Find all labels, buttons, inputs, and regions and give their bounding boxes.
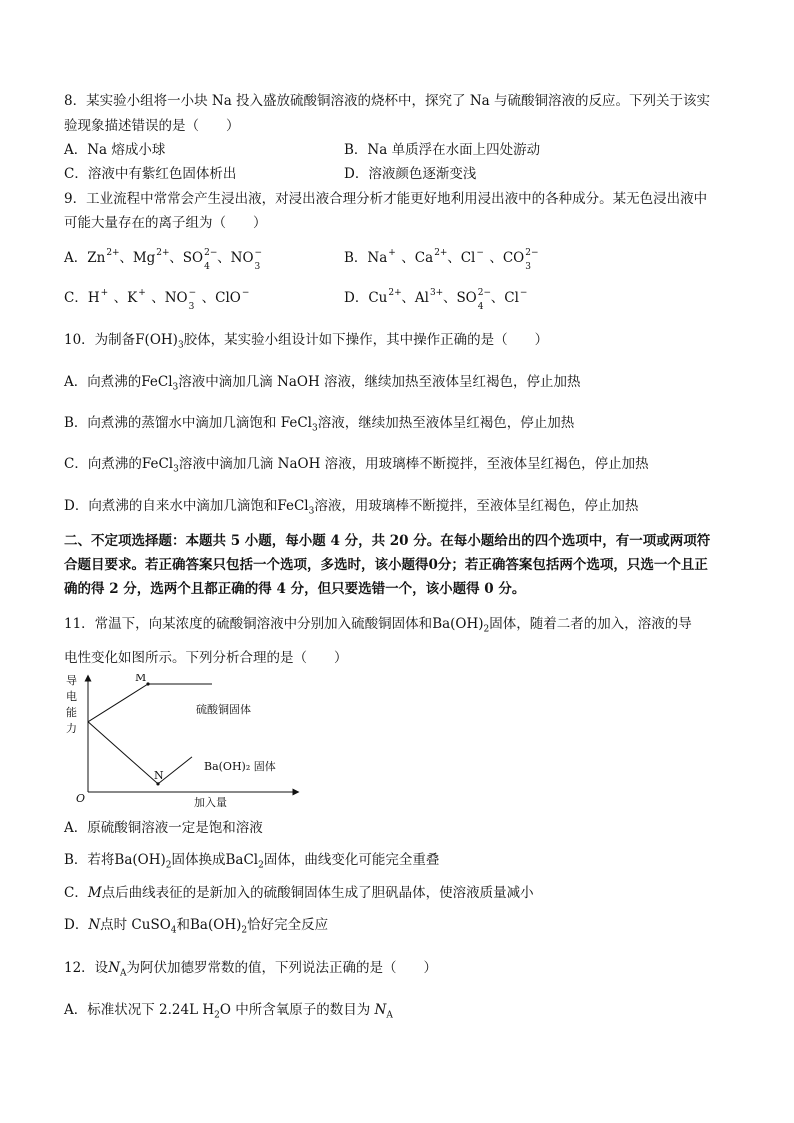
option-letter: C． [64, 290, 88, 306]
separator: 、 [113, 290, 128, 306]
ion: NO − 3 [164, 288, 197, 312]
ion: NO − 3 [230, 248, 263, 272]
q10-option-a: A．向煮沸的FeCl$_3$溶液中滴加几滴 NaOH 溶液，继续加热至液体呈红褐色，停止加热 [64, 374, 581, 393]
q11-option-c: C．M点后曲线表征的是新加入的硫酸铜固体生成了胆矾晶体，使溶液质量减小 [64, 885, 534, 901]
separator: 、 [217, 250, 231, 266]
key-point-label: M [135, 674, 147, 684]
section2-line2: 合题目要求。若正确答案只包括一个选项，多选时，该小题得0分；若正确答案包括两个选项，只选一个且正 [64, 557, 708, 573]
ion: SO 2− 4 [456, 288, 492, 312]
ion: Ca 2+ [414, 248, 448, 266]
x-axis-label: 加入量 [194, 796, 227, 809]
section2-line1: 二、不定项选择题：本题共 5 小题，每小题 4 分，共 20 分。在每小题给出的四个选项中，有一项或两项符 [64, 533, 711, 549]
q11-stem-line2: 电性变化如图所示。下列分析合理的是（ ） [64, 650, 348, 666]
q12-stem: 12．设$N_A$为阿伏加德罗常数的值，下列说法正确的是（ ） [64, 960, 437, 979]
ion: CO 2− 3 [502, 248, 539, 272]
series-label: 硫酸铜固体 [196, 703, 251, 716]
ion: ClO − [215, 288, 250, 306]
y-axis-label-char: 力 [66, 722, 77, 735]
q11-stem-line1: 11．常温下，向某浓度的硫酸铜溶液中分别加入硫酸铜固体和$Ba(OH)_2$固体，随着二者的加入，溶液的导 [64, 616, 692, 635]
separator: 、 [490, 290, 505, 306]
key-point [156, 782, 159, 785]
conductivity-chart [64, 674, 304, 810]
separator: 、 [151, 290, 165, 306]
q9-option-a [64, 248, 268, 272]
ion: Cl − [504, 288, 528, 306]
option-letter: A． [64, 250, 88, 266]
y-axis-label-char: 能 [66, 706, 77, 719]
separator: 、 [447, 250, 461, 266]
q11-option-b: B．若将$Ba(OH)_2$固体换成BaCl$_2$固体，曲线变化可能完全重叠 [64, 852, 440, 871]
q8-option-d: D．溶液颜色逐渐变浅 [344, 166, 477, 182]
ion: Zn 2+ [87, 248, 120, 266]
series-line [88, 722, 192, 784]
q9-option-b [344, 248, 539, 272]
y-axis-label [66, 674, 77, 735]
ion: Mg 2+ [132, 248, 170, 266]
q9-stem-line2: 可能大量存在的离子组为（ ） [64, 215, 267, 231]
option-letter: B． [344, 250, 368, 266]
q8-option-c: C．溶液中有紫红色固体析出 [64, 166, 237, 182]
conductivity-chart-svg [64, 674, 304, 810]
separator: 、 [442, 290, 457, 306]
option-letter: D． [344, 290, 369, 306]
ion: H + [87, 288, 109, 306]
ion: Na + [367, 248, 396, 266]
q10-option-b: B．向煮沸的蒸馏水中滴加几滴饱和 FeCl$_3$溶液，继续加热至液体呈红褐色，停止加热 [64, 415, 575, 434]
q9-option-d [344, 288, 533, 312]
key-point-label: N [154, 768, 164, 782]
q9-option-c [64, 288, 255, 312]
q10-option-c: C．向煮沸的FeCl$_3$溶液中滴加几滴 NaOH 溶液，用玻璃棒不断搅拌，至液体呈红褐色，停止加热 [64, 456, 649, 475]
q8-stem-line1: 8．某实验小组将一小块 Na 投入盛放硫酸铜溶液的烧杯中，探究了 Na 与硫酸铜溶液的反应。下列关于该实 [64, 93, 710, 109]
separator: 、 [169, 250, 183, 266]
key-point [146, 682, 149, 685]
q12-option-a: A．标准状况下 2.24L $H_2O$ 中所含氧原子的数目为 $N_A$ [64, 1002, 393, 1021]
series-line [88, 684, 212, 722]
ion: K + [127, 288, 146, 306]
separator: 、 [401, 290, 415, 306]
section2-line3: 确的得 2 分，选两个且都正确的得 4 分，但只要选错一个，该小题得 0 分。 [64, 581, 526, 597]
q10-stem: 10．为制备$F(OH)_3$胶体，某实验小组设计如下操作，其中操作正确的是（ ） [64, 332, 549, 351]
ion: SO 2− 4 [182, 248, 218, 272]
q11-option-a: A．原硫酸铜溶液一定是饱和溶液 [64, 820, 263, 836]
q8-stem-line2: 验现象描述错误的是（ ） [64, 118, 240, 134]
separator: 、 [489, 250, 503, 266]
ion: Cl − [460, 248, 484, 266]
separator: 、 [401, 250, 415, 266]
ion: Cu 2+ [368, 288, 402, 306]
q8-option-b: B．Na 单质浮在水面上四处游动 [344, 142, 541, 158]
ion: Al 3+ [414, 288, 444, 306]
series-label: Ba(OH)₂ 固体 [204, 760, 276, 773]
q11-option-d: D．N点时 CuSO$_4$和$Ba(OH)_2$恰好完全反应 [64, 917, 329, 936]
separator: 、 [201, 290, 216, 306]
y-axis-label-char: 电 [66, 690, 77, 703]
q8-option-a: A．Na 熔成小球 [64, 142, 166, 158]
q10-option-d: D．向煮沸的自来水中滴加几滴饱和FeCl$_3$溶液，用玻璃棒不断搅拌，至液体呈红褐色，停止加热 [64, 498, 639, 517]
separator: 、 [119, 250, 133, 266]
origin-label: O [76, 792, 86, 805]
q9-stem-line1: 9．工业流程中常常会产生浸出液，对浸出液合理分析才能更好地利用浸出液中的各种成分。某无色浸出液中 [64, 191, 708, 207]
y-axis-label-char: 导 [66, 674, 77, 687]
